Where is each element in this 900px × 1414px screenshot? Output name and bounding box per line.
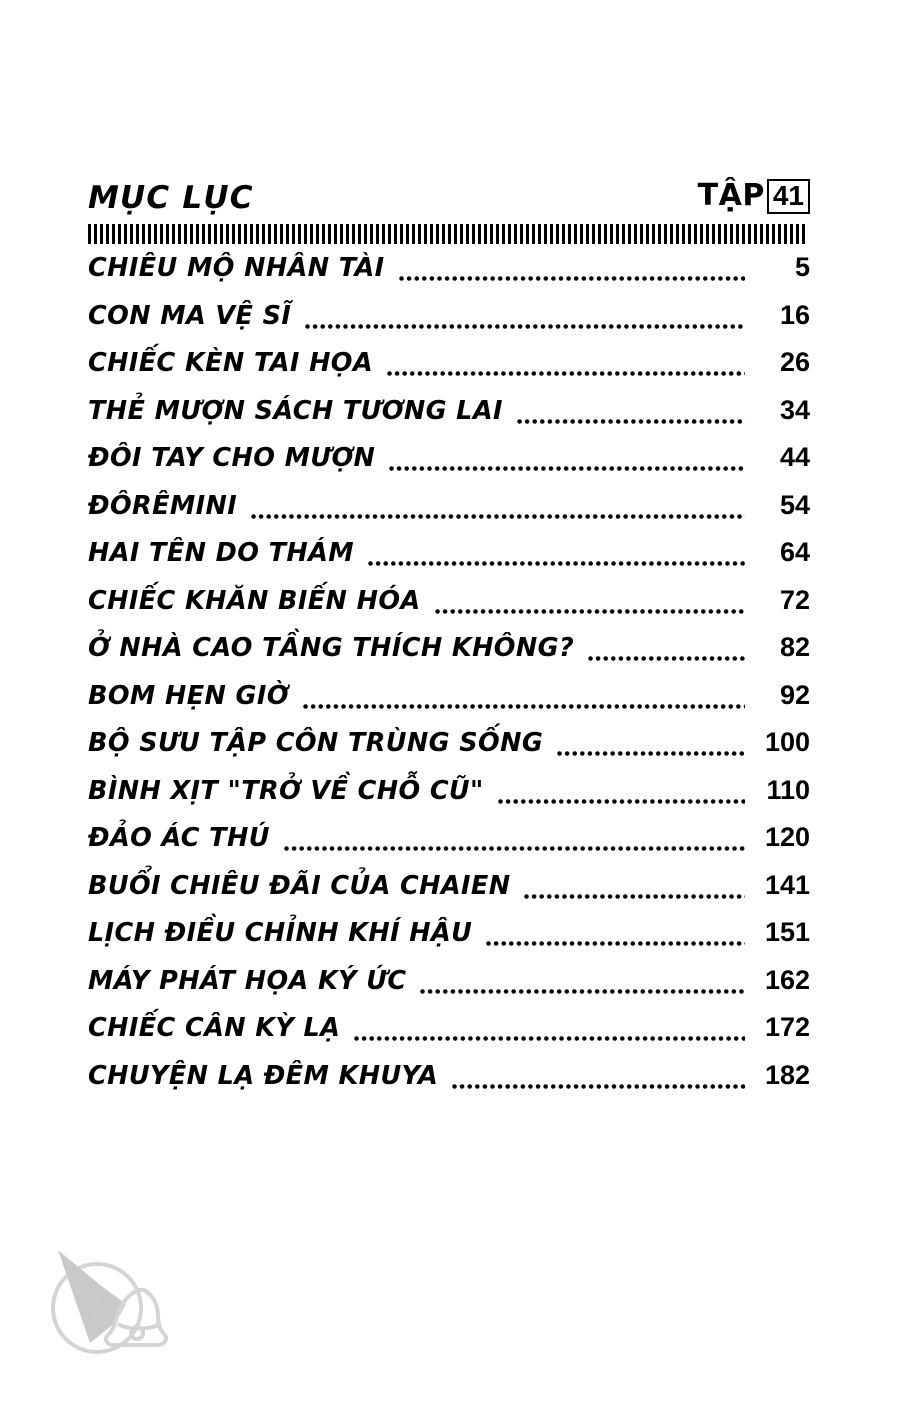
- toc-leader-dots: [435, 611, 745, 612]
- toc-leader-dots: [305, 326, 745, 327]
- toc-entry-title: ĐÔRÊMINI: [88, 490, 238, 521]
- toc-entry-page-number: 72: [779, 584, 810, 615]
- toc-leader-dots: [524, 896, 745, 897]
- toc-entry-page-number: 64: [779, 537, 810, 567]
- toc-entry-page-number: 100: [764, 727, 810, 757]
- toc-entry[interactable]: [88, 252, 810, 300]
- toc-entry[interactable]: [88, 537, 810, 585]
- toc-entry-title: CHIÊU MỘ NHÂN TÀI: [88, 253, 385, 283]
- toc-entry[interactable]: [88, 632, 810, 680]
- toc-leader-dots: [251, 516, 745, 517]
- toc-entry[interactable]: [88, 965, 810, 1013]
- toc-leader-dots: [368, 563, 745, 564]
- toc-entry[interactable]: [88, 585, 810, 633]
- volume-indicator: [698, 179, 810, 214]
- toc-entry[interactable]: [88, 680, 810, 728]
- toc-entry[interactable]: [88, 347, 810, 395]
- toc-leader-dots: [399, 278, 745, 279]
- toc-leader-dots: [498, 801, 745, 802]
- toc-leader-dots: [517, 421, 745, 422]
- toc-entry-title: BOM HẸN GIỜ: [88, 680, 289, 711]
- toc-entry-title: CHIẾC KÈN TAI HỌA: [88, 348, 374, 378]
- toc-leader-dots: [557, 753, 745, 754]
- toc-entry[interactable]: [88, 822, 810, 870]
- toc-leader-dots: [486, 943, 745, 944]
- toc-entry[interactable]: [88, 1012, 810, 1060]
- toc-entry-page-number: 182: [764, 1059, 810, 1090]
- toc-leader-dots: [284, 848, 745, 849]
- toc-entry-title: ĐẢO ÁC THÚ: [88, 823, 270, 853]
- toc-entry-page-number: 151: [764, 917, 810, 947]
- toc-entry-page-number: 44: [779, 442, 810, 472]
- toc-leader-dots: [354, 1038, 745, 1039]
- volume-label: TẬP: [697, 178, 765, 214]
- volume-number-badge: 41: [767, 179, 810, 214]
- toc-entry-title: THẺ MƯỢN SÁCH TƯƠNG LAI: [88, 395, 503, 426]
- toc-entry-title: Ở NHÀ CAO TẦNG THÍCH KHÔNG?: [88, 633, 575, 663]
- table-of-contents: [88, 252, 810, 1107]
- toc-entry-title: ĐÔI TAY CHO MƯỢN: [88, 443, 376, 473]
- toc-entry[interactable]: [88, 490, 810, 538]
- toc-entry[interactable]: [88, 917, 810, 965]
- toc-entry-page-number: 172: [764, 1012, 810, 1042]
- toc-leader-dots: [588, 658, 745, 659]
- toc-entry-page-number: 82: [779, 632, 810, 662]
- toc-entry-title: CHIẾC KHĂN BIẾN HÓA: [88, 585, 421, 616]
- toc-entry[interactable]: [88, 870, 810, 918]
- page-header: [88, 168, 810, 214]
- toc-entry-title: CHIẾC CÂN KỲ LẠ: [88, 1013, 341, 1043]
- toc-entry-page-number: 5: [794, 252, 810, 282]
- toc-leader-dots: [452, 1086, 745, 1087]
- toc-entry-title: MÁY PHÁT HỌA KÝ ỨC: [88, 965, 407, 996]
- toc-entry-title: BÌNH XỊT "TRỞ VỀ CHỖ CŨ": [88, 775, 484, 806]
- page-title: MỤC LỤC: [88, 180, 254, 216]
- toc-entry-page-number: 120: [764, 822, 810, 852]
- toc-leader-dots: [420, 991, 745, 992]
- toc-entry[interactable]: [88, 395, 810, 443]
- toc-entry[interactable]: [88, 775, 810, 823]
- toc-entry-title: LỊCH ĐIỀU CHỈNH KHÍ HẬU: [88, 918, 473, 948]
- toc-entry-page-number: 110: [766, 774, 810, 805]
- toc-entry[interactable]: [88, 1060, 810, 1108]
- toc-entry-page-number: 26: [779, 347, 810, 377]
- toc-leader-dots: [389, 468, 745, 469]
- toc-entry-page-number: 141: [764, 869, 810, 900]
- toc-entry-page-number: 162: [764, 964, 810, 995]
- publisher-bell-logo-watermark: [40, 1238, 195, 1368]
- toc-entry[interactable]: [88, 300, 810, 348]
- toc-entry-page-number: 92: [779, 679, 810, 710]
- toc-entry-page-number: 34: [779, 394, 810, 425]
- striped-divider: [88, 224, 808, 244]
- toc-entry-title: CHUYỆN LẠ ĐÊM KHUYA: [88, 1060, 439, 1091]
- toc-entry[interactable]: [88, 727, 810, 775]
- toc-entry-title: CON MA VỆ SĨ: [88, 300, 292, 331]
- toc-entry[interactable]: [88, 442, 810, 490]
- toc-entry-title: HAI TÊN DO THÁM: [88, 538, 355, 568]
- toc-leader-dots: [303, 706, 745, 707]
- toc-entry-title: BUỔI CHIÊU ĐÃI CỦA CHAIEN: [88, 870, 511, 901]
- toc-leader-dots: [387, 373, 745, 374]
- toc-entry-title: BỘ SƯU TẬP CÔN TRÙNG SỐNG: [88, 728, 544, 758]
- toc-entry-page-number: 54: [779, 489, 810, 520]
- toc-entry-page-number: 16: [779, 299, 810, 330]
